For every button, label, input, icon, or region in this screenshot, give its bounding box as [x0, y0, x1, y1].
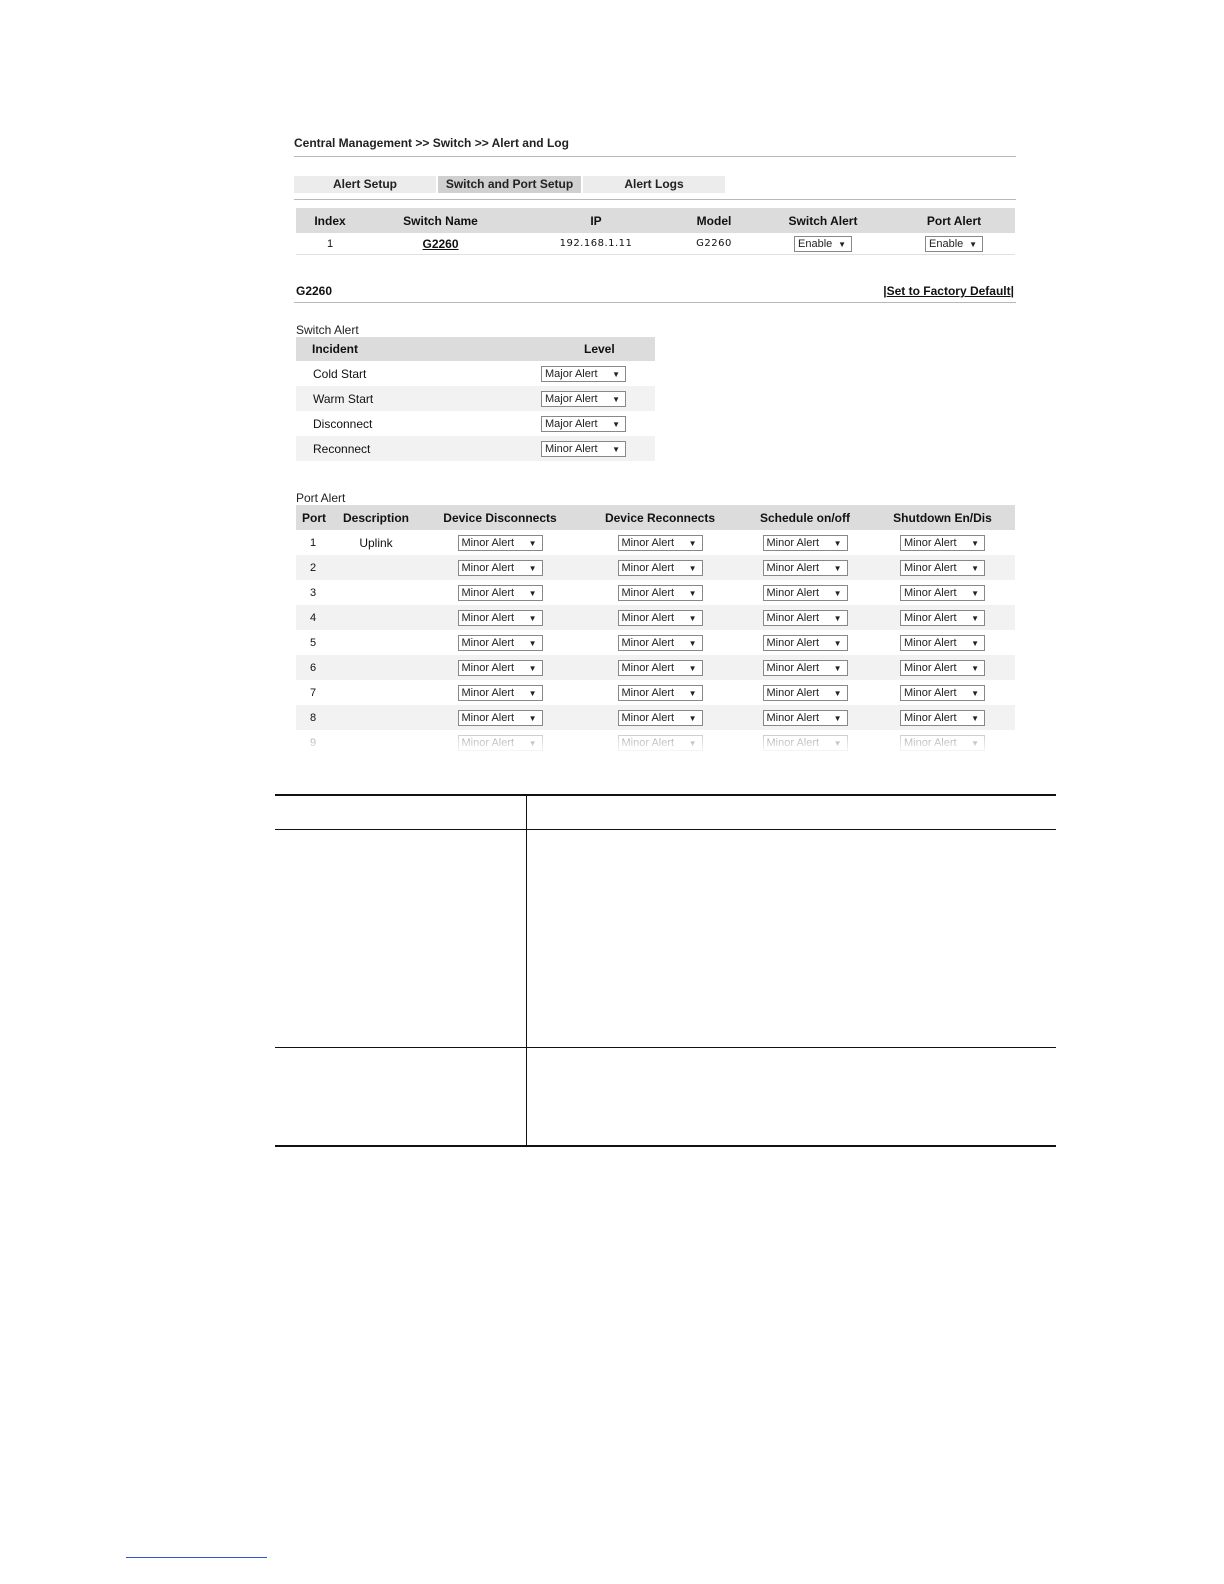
chevron-down-icon: ▼	[688, 688, 697, 698]
shutdown-select[interactable]	[900, 610, 985, 626]
doc-table-column-divider	[526, 794, 527, 1147]
level-select[interactable]	[541, 441, 626, 457]
chevron-down-icon: ▼	[833, 663, 842, 673]
doc-table-top-rule	[275, 794, 1056, 796]
select-value: Minor Alert	[621, 536, 675, 549]
table-row	[296, 411, 655, 436]
schedule-select[interactable]	[763, 685, 848, 701]
select-value: Minor Alert	[461, 561, 515, 574]
shutdown-select[interactable]	[900, 560, 985, 576]
shutdown-select[interactable]	[900, 635, 985, 651]
chevron-down-icon: ▼	[833, 563, 842, 573]
chevron-down-icon: ▼	[612, 419, 620, 429]
select-value: Minor Alert	[904, 586, 957, 599]
chevron-down-icon: ▼	[971, 613, 979, 623]
chevron-down-icon: ▼	[688, 538, 697, 548]
chevron-down-icon: ▼	[612, 369, 620, 379]
chevron-down-icon: ▼	[528, 713, 537, 723]
chevron-down-icon: ▼	[612, 444, 620, 454]
tab-alert-setup[interactable]: Alert Setup	[294, 176, 436, 193]
schedule-select[interactable]	[763, 660, 848, 676]
table-row	[296, 436, 655, 461]
set-factory-default-link[interactable]: Set to Factory Default	[886, 284, 1011, 298]
disconnects-select[interactable]	[458, 710, 543, 726]
port-number: 8	[296, 705, 332, 730]
table-row	[296, 680, 1015, 705]
section-divider	[294, 302, 1016, 303]
chevron-down-icon: ▼	[833, 613, 842, 623]
port-description	[332, 680, 420, 705]
select-value: Minor Alert	[766, 611, 820, 624]
level-value: Major Alert	[545, 392, 598, 405]
port-number: 5	[310, 636, 317, 649]
tabs-divider	[294, 199, 1016, 200]
select-value: Minor Alert	[621, 661, 675, 674]
switch-alert-value: Enable	[798, 237, 833, 250]
level-select[interactable]	[541, 391, 626, 407]
select-value: Minor Alert	[461, 611, 515, 624]
schedule-select[interactable]	[763, 635, 848, 651]
chevron-down-icon: ▼	[969, 239, 977, 249]
port-alert-select[interactable]	[925, 236, 983, 252]
select-value: Minor Alert	[766, 711, 820, 724]
select-value: Minor Alert	[766, 636, 820, 649]
level-value: Minor Alert	[545, 442, 598, 455]
col-ip: IP	[517, 208, 675, 233]
disconnects-select[interactable]	[458, 635, 543, 651]
chevron-down-icon: ▼	[833, 713, 842, 723]
col-model: Model	[675, 208, 753, 233]
chevron-down-icon: ▼	[528, 638, 537, 648]
chevron-down-icon: ▼	[528, 563, 537, 573]
schedule-select[interactable]	[763, 710, 848, 726]
chevron-down-icon: ▼	[833, 638, 842, 648]
disconnects-select[interactable]	[458, 585, 543, 601]
select-value: Minor Alert	[766, 561, 820, 574]
chevron-down-icon: ▼	[688, 563, 697, 573]
chevron-down-icon: ▼	[688, 713, 697, 723]
disconnects-select[interactable]	[458, 610, 543, 626]
schedule-select[interactable]	[763, 610, 848, 626]
chevron-down-icon: ▼	[688, 588, 697, 598]
select-value: Minor Alert	[904, 686, 957, 699]
select-value: Minor Alert	[904, 611, 957, 624]
port-number: 4	[296, 605, 332, 630]
select-value: Minor Alert	[461, 661, 515, 674]
select-value: Minor Alert	[621, 636, 675, 649]
switch-name-link[interactable]: G2260	[422, 236, 459, 251]
switch-alert-header	[296, 337, 655, 361]
select-value: Minor Alert	[904, 636, 957, 649]
chevron-down-icon: ▼	[971, 563, 979, 573]
port-number: 7	[310, 686, 317, 699]
port-alert-table	[296, 505, 1015, 755]
switch-ip: 192.168.1.11	[517, 233, 675, 255]
schedule-select[interactable]	[763, 535, 848, 551]
select-value: Minor Alert	[904, 711, 957, 724]
col-port: Port	[296, 505, 332, 530]
reconnects-select[interactable]	[618, 660, 703, 676]
chevron-down-icon: ▼	[528, 613, 537, 623]
disconnects-select[interactable]	[458, 535, 543, 551]
port-number: 6	[296, 655, 332, 680]
reconnects-select[interactable]	[618, 610, 703, 626]
col-shutdown: Shutdown En/Dis	[870, 505, 1015, 530]
chevron-down-icon: ▼	[688, 663, 697, 673]
shutdown-select[interactable]	[900, 585, 985, 601]
table-row	[296, 555, 1015, 580]
chevron-down-icon: ▼	[528, 588, 537, 598]
reconnects-select[interactable]	[618, 560, 703, 576]
table-row	[296, 386, 655, 411]
col-index: Index	[296, 208, 364, 233]
select-value: Minor Alert	[766, 536, 820, 549]
incident-label: Cold Start	[313, 366, 367, 381]
chevron-down-icon: ▼	[833, 688, 842, 698]
doc-table-row-rule	[275, 1047, 1056, 1048]
chevron-down-icon: ▼	[612, 394, 620, 404]
switch-alert-table	[296, 337, 655, 461]
shutdown-select[interactable]	[900, 535, 985, 551]
col-level: Level	[512, 337, 655, 361]
col-switch-name: Switch Name	[364, 208, 517, 233]
incident-label: Reconnect	[296, 436, 512, 461]
table-row	[296, 655, 1015, 680]
factory-default-wrapper: |Set to Factory Default|	[883, 284, 1014, 298]
switch-alert-select[interactable]	[794, 236, 852, 252]
col-device-disconnects: Device Disconnects	[420, 505, 580, 530]
port-description: Uplink	[359, 535, 393, 550]
select-value: Minor Alert	[766, 661, 820, 674]
level-value: Major Alert	[545, 367, 598, 380]
table-row	[296, 705, 1015, 730]
select-value: Minor Alert	[461, 686, 515, 699]
doc-table-header-rule	[275, 829, 1056, 830]
chevron-down-icon: ▼	[528, 538, 537, 548]
port-description	[332, 555, 420, 580]
chevron-down-icon: ▼	[528, 688, 537, 698]
select-value: Minor Alert	[461, 586, 515, 599]
header-divider	[294, 156, 1016, 157]
level-select[interactable]	[541, 416, 626, 432]
breadcrumb: Central Management >> Switch >> Alert and Log	[294, 136, 569, 150]
reconnects-select[interactable]	[618, 535, 703, 551]
select-value: Minor Alert	[904, 561, 957, 574]
footer-link-underline	[126, 1557, 267, 1558]
reconnects-select[interactable]	[618, 585, 703, 601]
col-incident: Incident	[296, 337, 512, 361]
chevron-down-icon: ▼	[688, 638, 697, 648]
port-alert-value: Enable	[929, 237, 964, 250]
doc-table-bottom-rule	[275, 1145, 1056, 1147]
switch-model: G2260	[675, 233, 753, 255]
port-description	[332, 580, 420, 605]
col-device-reconnects: Device Reconnects	[580, 505, 740, 530]
select-value: Minor Alert	[461, 636, 515, 649]
switch-table-header	[296, 208, 1015, 233]
table-row	[296, 605, 1015, 630]
disconnects-select[interactable]	[458, 560, 543, 576]
chevron-down-icon: ▼	[688, 613, 697, 623]
switch-table	[296, 208, 1015, 255]
switch-index: 1	[296, 233, 364, 255]
select-value: Minor Alert	[621, 611, 675, 624]
select-value: Minor Alert	[461, 711, 515, 724]
port-number: 1	[310, 536, 317, 549]
incident-label: Warm Start	[296, 386, 512, 411]
level-select[interactable]	[541, 366, 626, 382]
chevron-down-icon: ▼	[833, 588, 842, 598]
select-value: Minor Alert	[766, 586, 820, 599]
incident-label: Disconnect	[313, 416, 373, 431]
select-value: Minor Alert	[904, 536, 957, 549]
select-value: Minor Alert	[621, 586, 675, 599]
tab-alert-logs[interactable]: Alert Logs	[583, 176, 725, 193]
port-description	[332, 630, 420, 655]
chevron-down-icon: ▼	[971, 588, 979, 598]
table-row	[296, 530, 1015, 555]
select-value: Minor Alert	[621, 686, 675, 699]
chevron-down-icon: ▼	[971, 663, 979, 673]
chevron-down-icon: ▼	[971, 538, 979, 548]
port-alert-label: Port Alert	[296, 491, 346, 505]
chevron-down-icon: ▼	[528, 663, 537, 673]
port-alert-header	[296, 505, 1015, 530]
port-description	[332, 605, 420, 630]
switch-alert-label: Switch Alert	[296, 323, 359, 337]
select-value: Minor Alert	[621, 561, 675, 574]
col-description: Description	[332, 505, 420, 530]
scroll-fade	[294, 733, 1018, 755]
col-schedule: Schedule on/off	[740, 505, 870, 530]
col-switch-alert: Switch Alert	[753, 208, 893, 233]
select-value: Minor Alert	[766, 686, 820, 699]
table-row	[296, 233, 1015, 255]
chevron-down-icon: ▼	[971, 688, 979, 698]
schedule-select[interactable]	[763, 585, 848, 601]
port-number: 2	[296, 555, 332, 580]
shutdown-select[interactable]	[900, 685, 985, 701]
tab-switch-and-port-setup[interactable]: Switch and Port Setup	[438, 176, 581, 193]
level-value: Major Alert	[545, 417, 598, 430]
table-row	[296, 630, 1015, 655]
disconnects-select[interactable]	[458, 685, 543, 701]
reconnects-select[interactable]	[618, 635, 703, 651]
chevron-down-icon: ▼	[971, 713, 979, 723]
port-number: 3	[310, 586, 317, 599]
select-value: Minor Alert	[461, 536, 515, 549]
table-row	[296, 580, 1015, 605]
switch-section-title: G2260	[296, 284, 333, 298]
schedule-select[interactable]	[763, 560, 848, 576]
shutdown-select[interactable]	[900, 710, 985, 726]
chevron-down-icon: ▼	[838, 239, 846, 249]
chevron-down-icon: ▼	[971, 638, 979, 648]
reconnects-select[interactable]	[618, 685, 703, 701]
select-value: Minor Alert	[904, 661, 957, 674]
table-row	[296, 361, 655, 386]
port-description	[332, 705, 420, 730]
shutdown-select[interactable]	[900, 660, 985, 676]
reconnects-select[interactable]	[618, 710, 703, 726]
port-description	[332, 655, 420, 680]
select-value: Minor Alert	[621, 711, 675, 724]
col-port-alert: Port Alert	[893, 208, 1015, 233]
chevron-down-icon: ▼	[833, 538, 842, 548]
disconnects-select[interactable]	[458, 660, 543, 676]
